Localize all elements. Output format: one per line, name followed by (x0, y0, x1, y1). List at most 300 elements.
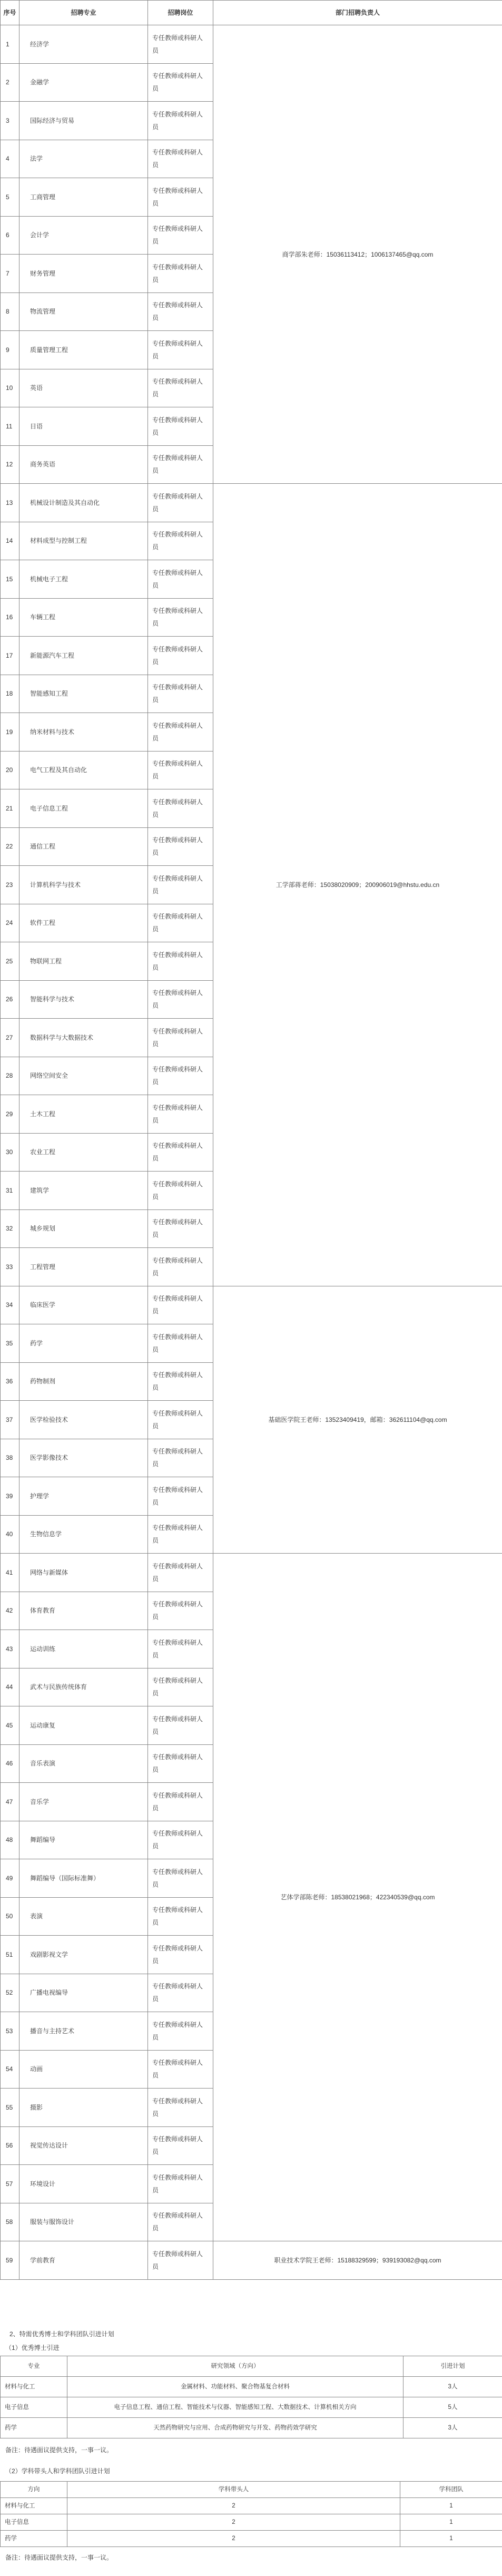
table-row (1, 2397, 502, 2418)
row-position (148, 1209, 213, 1248)
table-row (1, 25, 502, 64)
row-major: 舞蹈编导（国际标准舞） (19, 1859, 148, 1898)
row-position (148, 827, 213, 866)
position-line-2: 员 (152, 1002, 159, 1010)
row-num: 46 (1, 1744, 19, 1783)
position-line-2: 员 (152, 2262, 159, 2270)
row-position (148, 789, 213, 828)
position-line-1: 专任教师或科研人 (152, 684, 203, 691)
position-line-1: 专任教师或科研人 (152, 1830, 203, 1838)
row-position (148, 560, 213, 599)
row-contact: 工学部蒋老师：15038020909；200906019@hhstu.edu.cn (213, 484, 502, 1286)
row-position (148, 1172, 213, 1210)
row-major: 医学检验技术 (19, 1401, 148, 1439)
position-line-1: 专任教师或科研人 (152, 1906, 203, 1914)
row-major: 武术与民族传统体育 (19, 1668, 148, 1706)
row-major: 戏剧影视文学 (19, 1936, 148, 1974)
row-position (148, 1248, 213, 1286)
position-line-2: 员 (152, 696, 159, 704)
table-row (1, 2377, 502, 2397)
position-line-2: 员 (152, 925, 159, 933)
row-num: 28 (1, 1057, 19, 1095)
row-major: 物流管理 (19, 292, 148, 331)
row-major: 医学影像技术 (19, 1439, 148, 1477)
plan-header-field: 研究领域（方向） (67, 2356, 403, 2377)
row-major: 机械电子工程 (19, 560, 148, 599)
position-line-2: 员 (152, 1269, 159, 1277)
row-position (148, 140, 213, 178)
doctor-plan-table (0, 2356, 502, 2438)
position-line-2: 员 (152, 505, 159, 513)
row-position (148, 751, 213, 789)
row-num: 42 (1, 1592, 19, 1630)
row-major: 学前教育 (19, 2241, 148, 2280)
row-num: 34 (1, 1286, 19, 1324)
row-position (148, 1286, 213, 1324)
plan-header-major: 专业 (1, 2356, 67, 2377)
position-line-1: 专任教师或科研人 (152, 1562, 203, 1570)
row-position (148, 1859, 213, 1898)
row-major: 数据科学与大数据技术 (19, 1019, 148, 1057)
position-line-2: 员 (152, 1193, 159, 1201)
position-line-2: 员 (152, 1422, 159, 1430)
row-major: 广播电视编导 (19, 1974, 148, 2012)
position-line-1: 专任教师或科研人 (152, 339, 203, 347)
position-line-1: 专任教师或科研人 (152, 1333, 203, 1341)
position-line-2: 员 (152, 543, 159, 551)
position-line-1: 专任教师或科研人 (152, 2097, 203, 2105)
position-line-1: 专任教师或科研人 (152, 569, 203, 577)
position-line-1: 专任教师或科研人 (152, 2021, 203, 2028)
position-line-1: 专任教师或科研人 (152, 1791, 203, 1799)
row-position (148, 2203, 213, 2241)
section2-sub2: （2）学科带头人和学科团队引进计划 (5, 2467, 110, 2475)
row-contact: 职业技术学院王老师：15188329599；939193082@qq.com (213, 2241, 502, 2280)
table-row (1, 1554, 502, 1592)
row-num: 20 (1, 751, 19, 789)
position-line-2: 员 (152, 658, 159, 666)
position-line-1: 专任教师或科研人 (152, 72, 203, 80)
row-major: 财务管理 (19, 255, 148, 293)
row-major: 智能感知工程 (19, 675, 148, 713)
row-num: 27 (1, 1019, 19, 1057)
position-line-2: 员 (152, 1728, 159, 1735)
position-line-1: 专任教师或科研人 (152, 1218, 203, 1226)
row-major: 电子信息工程 (19, 789, 148, 828)
position-line-1: 专任教师或科研人 (152, 1753, 203, 1761)
row-position (148, 2012, 213, 2051)
position-line-2: 员 (152, 2148, 159, 2156)
table-row (1, 2498, 502, 2514)
row-major: 材料成型与控制工程 (19, 522, 148, 560)
row-major: 法学 (19, 140, 148, 178)
position-line-2: 员 (152, 1995, 159, 2003)
position-line-2: 员 (152, 1690, 159, 1697)
position-line-1: 专任教师或科研人 (152, 149, 203, 157)
position-line-2: 员 (152, 1880, 159, 1888)
position-line-2: 员 (152, 1116, 159, 1124)
row-num: 47 (1, 1783, 19, 1821)
row-major: 护理学 (19, 1477, 148, 1516)
row-num: 13 (1, 484, 19, 522)
row-num: 16 (1, 598, 19, 637)
position-line-2: 员 (152, 1460, 159, 1468)
row-position (148, 2050, 213, 2089)
recruitment-table-body (1, 25, 502, 2280)
row-num: 51 (1, 1936, 19, 1974)
position-line-1: 专任教师或科研人 (152, 913, 203, 921)
position-line-1: 专任教师或科研人 (152, 110, 203, 118)
row-num: 40 (1, 1515, 19, 1554)
position-line-1: 专任教师或科研人 (152, 1868, 203, 1876)
row-num: 26 (1, 980, 19, 1019)
row-major: 运动训练 (19, 1630, 148, 1668)
row-position (148, 675, 213, 713)
team-leader: 2 (67, 2514, 400, 2531)
position-line-2: 员 (152, 773, 159, 780)
row-major: 工商管理 (19, 178, 148, 217)
position-line-1: 专任教师或科研人 (152, 263, 203, 271)
position-line-2: 员 (152, 1345, 159, 1353)
position-line-2: 员 (152, 620, 159, 628)
row-num: 15 (1, 560, 19, 599)
row-num: 10 (1, 369, 19, 407)
plan-count: 5人 (403, 2397, 502, 2418)
position-line-2: 员 (152, 1766, 159, 1774)
row-major: 质量管理工程 (19, 331, 148, 369)
row-num: 30 (1, 1133, 19, 1172)
plan-major: 电子信息 (1, 2397, 67, 2418)
row-num: 17 (1, 637, 19, 675)
row-major: 环境设计 (19, 2165, 148, 2203)
row-num: 11 (1, 407, 19, 446)
row-position (148, 2126, 213, 2165)
row-position (148, 445, 213, 484)
row-major: 建筑学 (19, 1172, 148, 1210)
row-major: 摄影 (19, 2089, 148, 2127)
row-contact: 基础医学院王老师：13523409419，邮箱：362611104@qq.com (213, 1286, 502, 1554)
row-num: 33 (1, 1248, 19, 1286)
header-position: 招聘岗位 (148, 1, 213, 25)
row-position (148, 904, 213, 942)
position-line-2: 员 (152, 314, 159, 322)
row-major: 智能科学与技术 (19, 980, 148, 1019)
position-line-1: 专任教师或科研人 (152, 1944, 203, 1952)
row-num: 44 (1, 1668, 19, 1706)
row-major: 纳米材料与技术 (19, 713, 148, 752)
row-major: 机械设计制造及其自动化 (19, 484, 148, 522)
position-line-2: 员 (152, 849, 159, 857)
table-row (1, 1286, 502, 1324)
position-line-2: 员 (152, 123, 159, 131)
position-line-2: 员 (152, 811, 159, 818)
position-line-2: 员 (152, 1231, 159, 1239)
row-contact: 艺体学部陈老师：18538021968；422340539@qq.com (213, 1554, 502, 2241)
position-line-2: 员 (152, 2186, 159, 2194)
row-position (148, 980, 213, 1019)
plan-field: 电子信息工程、通信工程、智能技术与仪器、智能感知工程、大数据技术、计算机相关方向 (67, 2397, 403, 2418)
row-major: 播音与主持艺术 (19, 2012, 148, 2051)
position-line-1: 专任教师或科研人 (152, 2173, 203, 2181)
plan-count: 3人 (403, 2418, 502, 2438)
row-major: 网络空间安全 (19, 1057, 148, 1095)
row-major: 运动康复 (19, 1706, 148, 1745)
row-major: 视觉传达设计 (19, 2126, 148, 2165)
position-line-1: 专任教师或科研人 (152, 531, 203, 539)
position-line-2: 员 (152, 2033, 159, 2041)
row-position (148, 1897, 213, 1936)
row-major: 国际经济与贸易 (19, 102, 148, 140)
row-major: 计算机科学与技术 (19, 866, 148, 904)
row-position (148, 1477, 213, 1516)
team-plan-table (0, 2481, 502, 2547)
row-num: 37 (1, 1401, 19, 1439)
row-num: 24 (1, 904, 19, 942)
row-position (148, 2089, 213, 2127)
row-position (148, 102, 213, 140)
section2-sub1: （1）优秀博士引进 (5, 2344, 60, 2351)
row-major: 电气工程及其自动化 (19, 751, 148, 789)
plan-field: 天然药物研究与应用、合成药物研究与开发、药物药效学研究 (67, 2418, 403, 2438)
position-line-2: 员 (152, 199, 159, 207)
row-position (148, 1706, 213, 1745)
team-leader: 2 (67, 2531, 400, 2547)
row-position (148, 637, 213, 675)
row-num: 48 (1, 1821, 19, 1859)
position-line-2: 员 (152, 391, 159, 398)
row-num: 32 (1, 1209, 19, 1248)
row-position (148, 2241, 213, 2280)
team-count: 1 (400, 2498, 502, 2514)
row-position (148, 255, 213, 293)
row-num: 43 (1, 1630, 19, 1668)
position-line-2: 员 (152, 963, 159, 971)
position-line-1: 专任教师或科研人 (152, 34, 203, 42)
position-line-1: 专任教师或科研人 (152, 607, 203, 615)
row-major: 英语 (19, 369, 148, 407)
row-position (148, 942, 213, 981)
row-major: 通信工程 (19, 827, 148, 866)
row-contact: 商学部朱老师：15036113412；1006137465@qq.com (213, 25, 502, 484)
row-position (148, 1821, 213, 1859)
row-major: 音乐表演 (19, 1744, 148, 1783)
position-line-1: 专任教师或科研人 (152, 1715, 203, 1723)
position-line-1: 专任教师或科研人 (152, 2212, 203, 2220)
row-position (148, 1974, 213, 2012)
table-row (1, 2531, 502, 2547)
position-line-2: 员 (152, 2224, 159, 2232)
row-position (148, 331, 213, 369)
position-line-1: 专任教师或科研人 (152, 1295, 203, 1303)
team-dir: 材料与化工 (1, 2498, 67, 2514)
row-position (148, 484, 213, 522)
position-line-2: 员 (152, 428, 159, 436)
plan-header-count: 引进计划 (403, 2356, 502, 2377)
row-num: 56 (1, 2126, 19, 2165)
row-major: 商务英语 (19, 445, 148, 484)
row-num: 36 (1, 1362, 19, 1401)
position-line-2: 员 (152, 1651, 159, 1659)
position-line-2: 员 (152, 161, 159, 169)
row-major: 表演 (19, 1897, 148, 1936)
row-num: 22 (1, 827, 19, 866)
team-header-dir: 方向 (1, 2482, 67, 2498)
row-major: 体育教育 (19, 1592, 148, 1630)
position-line-2: 员 (152, 1384, 159, 1392)
row-position (148, 1324, 213, 1363)
row-position (148, 1630, 213, 1668)
row-num: 31 (1, 1172, 19, 1210)
row-position (148, 522, 213, 560)
row-position (148, 1362, 213, 1401)
row-position (148, 1057, 213, 1095)
position-line-1: 专任教师或科研人 (152, 989, 203, 997)
row-num: 38 (1, 1439, 19, 1477)
position-line-1: 专任教师或科研人 (152, 721, 203, 729)
header-contact: 部门招聘负责人 (213, 1, 502, 25)
row-num: 12 (1, 445, 19, 484)
row-major: 药学 (19, 1324, 148, 1363)
row-num: 8 (1, 292, 19, 331)
header-num-text: 序号 (3, 9, 16, 16)
row-position (148, 1783, 213, 1821)
position-line-1: 专任教师或科研人 (152, 454, 203, 462)
row-num: 14 (1, 522, 19, 560)
team-count: 1 (400, 2531, 502, 2547)
team-dir: 电子信息 (1, 2514, 67, 2531)
position-line-2: 员 (152, 352, 159, 360)
row-major: 服装与服饰设计 (19, 2203, 148, 2241)
position-line-1: 专任教师或科研人 (152, 1027, 203, 1035)
row-position (148, 2165, 213, 2203)
position-line-2: 员 (152, 2072, 159, 2080)
plan-major: 药学 (1, 2418, 67, 2438)
position-line-2: 员 (152, 1613, 159, 1621)
row-num: 2 (1, 63, 19, 102)
row-major: 舞蹈编导 (19, 1821, 148, 1859)
row-num: 54 (1, 2050, 19, 2089)
row-major: 音乐学 (19, 1783, 148, 1821)
position-line-1: 专任教师或科研人 (152, 1142, 203, 1150)
row-num: 1 (1, 25, 19, 64)
row-major: 软件工程 (19, 904, 148, 942)
row-major: 日语 (19, 407, 148, 446)
row-num: 59 (1, 2241, 19, 2280)
row-num: 3 (1, 102, 19, 140)
position-line-1: 专任教师或科研人 (152, 1371, 203, 1379)
row-major: 车辆工程 (19, 598, 148, 637)
position-line-1: 专任教师或科研人 (152, 1448, 203, 1456)
position-line-1: 专任教师或科研人 (152, 1524, 203, 1532)
row-major: 临床医学 (19, 1286, 148, 1324)
row-num: 52 (1, 1974, 19, 2012)
row-major: 土木工程 (19, 1095, 148, 1134)
team-header-leader: 学科带头人 (67, 2482, 400, 2498)
position-line-1: 专任教师或科研人 (152, 1601, 203, 1608)
team-dir: 药学 (1, 2531, 67, 2547)
position-line-1: 专任教师或科研人 (152, 951, 203, 959)
position-line-1: 专任教师或科研人 (152, 1066, 203, 1074)
note-2: 备注：待遇面议提供支持，一事一议。 (5, 2554, 113, 2561)
row-num: 9 (1, 331, 19, 369)
row-num: 23 (1, 866, 19, 904)
row-position (148, 1592, 213, 1630)
position-line-1: 专任教师或科研人 (152, 1983, 203, 1990)
header-num (1, 1, 19, 25)
table-row (1, 2241, 502, 2280)
position-line-2: 员 (152, 887, 159, 895)
position-line-2: 员 (152, 1040, 159, 1048)
position-line-2: 员 (152, 467, 159, 475)
row-num: 41 (1, 1554, 19, 1592)
position-line-1: 专任教师或科研人 (152, 2250, 203, 2258)
row-major: 生物信息学 (19, 1515, 148, 1554)
row-position (148, 1133, 213, 1172)
position-line-1: 专任教师或科研人 (152, 2135, 203, 2143)
row-position (148, 1439, 213, 1477)
row-position (148, 25, 213, 64)
position-line-1: 专任教师或科研人 (152, 798, 203, 806)
position-line-1: 专任教师或科研人 (152, 2059, 203, 2067)
position-line-2: 员 (152, 276, 159, 284)
row-num: 57 (1, 2165, 19, 2203)
position-line-2: 员 (152, 2110, 159, 2118)
row-major: 药物制剂 (19, 1362, 148, 1401)
position-line-2: 员 (152, 1575, 159, 1583)
row-num: 7 (1, 255, 19, 293)
position-line-1: 专任教师或科研人 (152, 378, 203, 386)
row-position (148, 1554, 213, 1592)
row-num: 45 (1, 1706, 19, 1745)
position-line-1: 专任教师或科研人 (152, 1486, 203, 1494)
plan-major: 材料与化工 (1, 2377, 67, 2397)
plan-count: 3人 (403, 2377, 502, 2397)
row-major: 物联网工程 (19, 942, 148, 981)
row-position (148, 1095, 213, 1134)
row-position (148, 178, 213, 217)
position-line-2: 员 (152, 238, 159, 246)
row-position (148, 1936, 213, 1974)
row-num: 53 (1, 2012, 19, 2051)
position-line-1: 专任教师或科研人 (152, 645, 203, 653)
row-num: 18 (1, 675, 19, 713)
position-line-1: 专任教师或科研人 (152, 301, 203, 309)
row-num: 21 (1, 789, 19, 828)
position-line-2: 员 (152, 1155, 159, 1163)
section2-title: 2、特需优秀博士和学科团队引进计划 (9, 2330, 114, 2338)
row-major: 金融学 (19, 63, 148, 102)
row-position (148, 1515, 213, 1554)
row-major: 动画 (19, 2050, 148, 2089)
position-line-1: 专任教师或科研人 (152, 416, 203, 424)
row-position (148, 292, 213, 331)
note-1: 备注：待遇面议提供支持，一事一议。 (5, 2446, 113, 2454)
row-position (148, 1744, 213, 1783)
row-position (148, 1668, 213, 1706)
position-line-2: 员 (152, 1842, 159, 1850)
row-num: 5 (1, 178, 19, 217)
row-major: 经济学 (19, 25, 148, 64)
row-major: 工程管理 (19, 1248, 148, 1286)
position-line-2: 员 (152, 581, 159, 589)
row-position (148, 63, 213, 102)
row-major: 农业工程 (19, 1133, 148, 1172)
row-position (148, 866, 213, 904)
team-header-team: 学科团队 (400, 2482, 502, 2498)
position-line-2: 员 (152, 1307, 159, 1315)
position-line-2: 员 (152, 46, 159, 54)
row-position (148, 1019, 213, 1057)
